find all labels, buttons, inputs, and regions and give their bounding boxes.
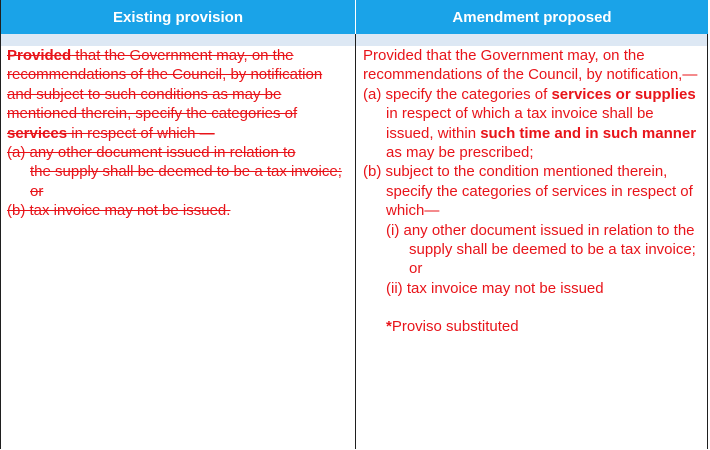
existing-item-a bbox=[7, 143, 345, 201]
amendment-a-bold-services: services or supplies bbox=[551, 85, 696, 103]
amendment-a-suffix: as may be prescribed; bbox=[386, 144, 534, 162]
existing-item-a-first-line: (a) any other document issued in relation to bbox=[7, 144, 296, 162]
existing-item-a-rest: the supply shall be deemed to be a tax invoice; or bbox=[30, 163, 342, 200]
amendment-item-ii: (ii) tax invoice may not be issued bbox=[386, 279, 604, 297]
header-existing-provision bbox=[1, 0, 355, 34]
existing-lead-text: that the Government may, on the recommendations of the Council, by notification and subject to such conditions as may be mentioned therein, specify the categories of bbox=[7, 47, 323, 123]
amendment-proposed-cell bbox=[363, 46, 701, 337]
note-star: * bbox=[386, 318, 392, 336]
amendment-item-a bbox=[363, 85, 701, 163]
amendment-a-prefix: (a) specify the categories of bbox=[363, 85, 552, 103]
amendment-note bbox=[363, 317, 701, 336]
existing-lead-bold: Provided bbox=[7, 47, 72, 64]
existing-lead-text2: in respect of which — bbox=[67, 124, 215, 142]
header-amendment-label: Amendment proposed bbox=[452, 8, 612, 26]
note-text: Proviso substituted bbox=[391, 318, 519, 336]
amendment-a-bold-time: such time and in such manner bbox=[480, 124, 697, 142]
existing-item-b: (b) tax invoice may not be issued. bbox=[7, 202, 231, 220]
column-divider bbox=[355, 34, 356, 449]
amendment-item-i: (i) any other document issued in relation to the supply shall be deemed to be a tax invoice; or bbox=[386, 221, 696, 278]
header-existing-label: Existing provision bbox=[112, 8, 244, 26]
row-band bbox=[1, 34, 707, 46]
existing-provision-cell bbox=[7, 46, 345, 221]
amendment-item-b: (b) subject to the condition mentioned therein, specify the categories of services in respect of which— bbox=[363, 163, 693, 220]
existing-services-bold: services bbox=[7, 124, 68, 142]
amendment-a-mid: in respect of which a tax invoice shall be issued, within bbox=[386, 105, 654, 142]
amendment-lead-paragraph: Provided that the Government may, on the recommendations of the Council, by notification,— bbox=[363, 47, 698, 84]
header-amendment-proposed bbox=[356, 0, 708, 34]
existing-lead-paragraph bbox=[7, 46, 345, 143]
